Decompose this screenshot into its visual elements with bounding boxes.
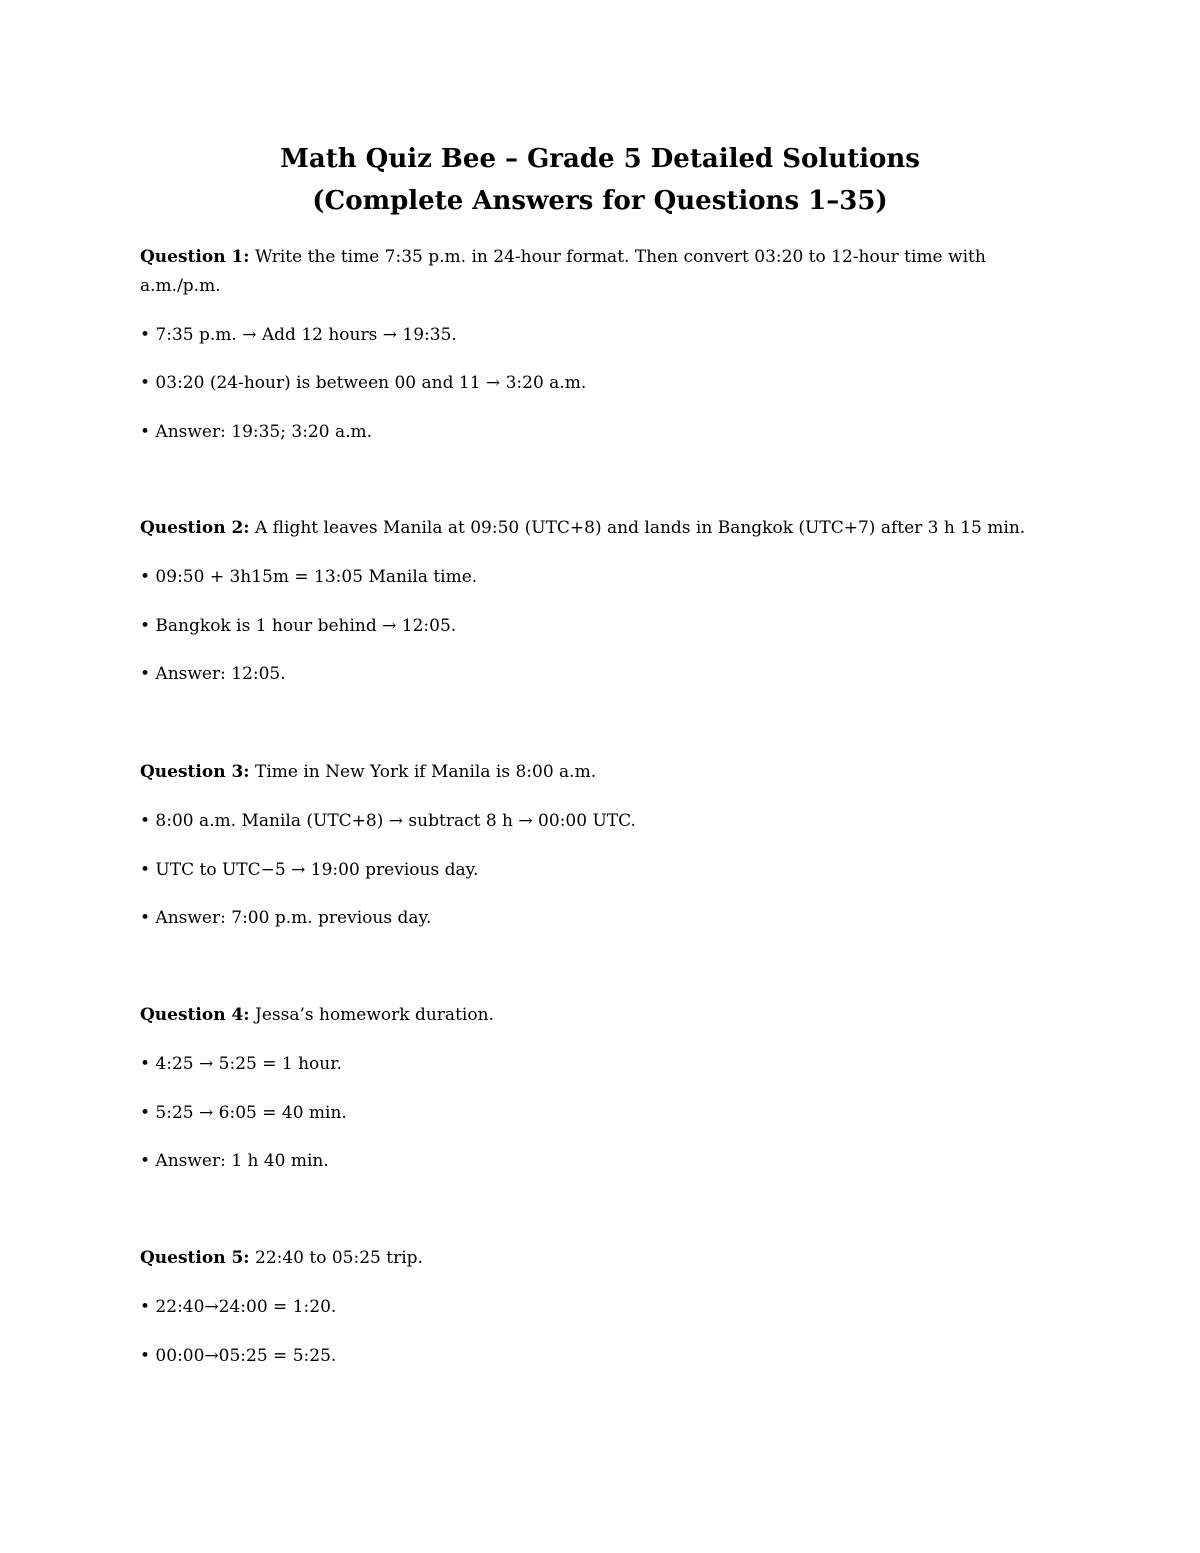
question-4-text: Jessa’s homework duration.: [255, 1005, 494, 1025]
question-2: [140, 514, 1070, 684]
question-1-bullet-3: • Answer: 19:35; 3:20 a.m.: [140, 422, 373, 442]
question-5: [140, 1244, 1070, 1366]
question-3: [140, 758, 1070, 928]
question-5-bullet-1: • 22:40→24:00 = 1:20.: [140, 1297, 337, 1317]
page-title: [0, 138, 1200, 222]
question-4-label: Question 4:: [140, 1005, 250, 1025]
question-2-bullet-3: • Answer: 12:05.: [140, 664, 286, 684]
question-5-bullet-2: • 00:00→05:25 = 5:25.: [140, 1346, 337, 1366]
question-3-heading: [140, 758, 1070, 787]
question-2-bullet-2: • Bangkok is 1 hour behind → 12:05.: [140, 616, 457, 636]
question-5-label: Question 5:: [140, 1248, 250, 1268]
title-line-1: Math Quiz Bee – Grade 5 Detailed Solutions: [280, 144, 920, 174]
question-5-heading: [140, 1244, 1070, 1273]
title-line-2: (Complete Answers for Questions 1–35): [312, 186, 888, 216]
question-1: [140, 243, 1070, 442]
question-3-bullet-1: • 8:00 a.m. Manila (UTC+8) → subtract 8 h → 00:00 UTC.: [140, 811, 636, 831]
question-2-heading: [140, 514, 1070, 543]
question-4-bullet-1: • 4:25 → 5:25 = 1 hour.: [140, 1054, 342, 1074]
question-3-label: Question 3:: [140, 762, 250, 782]
question-1-bullet-2: • 03:20 (24-hour) is between 00 and 11 → 3:20 a.m.: [140, 373, 587, 393]
question-4-bullet-3: • Answer: 1 h 40 min.: [140, 1151, 329, 1171]
question-4-heading: [140, 1001, 1070, 1030]
question-2-bullet-1: • 09:50 + 3h15m = 13:05 Manila time.: [140, 567, 478, 587]
question-3-bullet-3: • Answer: 7:00 p.m. previous day.: [140, 908, 432, 928]
question-3-text: Time in New York if Manila is 8:00 a.m.: [255, 762, 597, 782]
question-3-bullet-2: • UTC to UTC−5 → 19:00 previous day.: [140, 860, 479, 880]
question-1-bullet-1: • 7:35 p.m. → Add 12 hours → 19:35.: [140, 325, 457, 345]
question-1-heading: [140, 243, 1070, 301]
question-2-label: Question 2:: [140, 518, 250, 538]
question-1-text: Write the time 7:35 p.m. in 24-hour format. Then convert 03:20 to 12-hour time with a.m./p.m.: [140, 247, 986, 296]
question-4: [140, 1001, 1070, 1171]
question-1-label: Question 1:: [140, 247, 250, 267]
question-2-text: A flight leaves Manila at 09:50 (UTC+8) and lands in Bangkok (UTC+7) after 3 h 15 min.: [255, 518, 1026, 538]
question-4-bullet-2: • 5:25 → 6:05 = 40 min.: [140, 1103, 347, 1123]
question-5-text: 22:40 to 05:25 trip.: [255, 1248, 423, 1268]
